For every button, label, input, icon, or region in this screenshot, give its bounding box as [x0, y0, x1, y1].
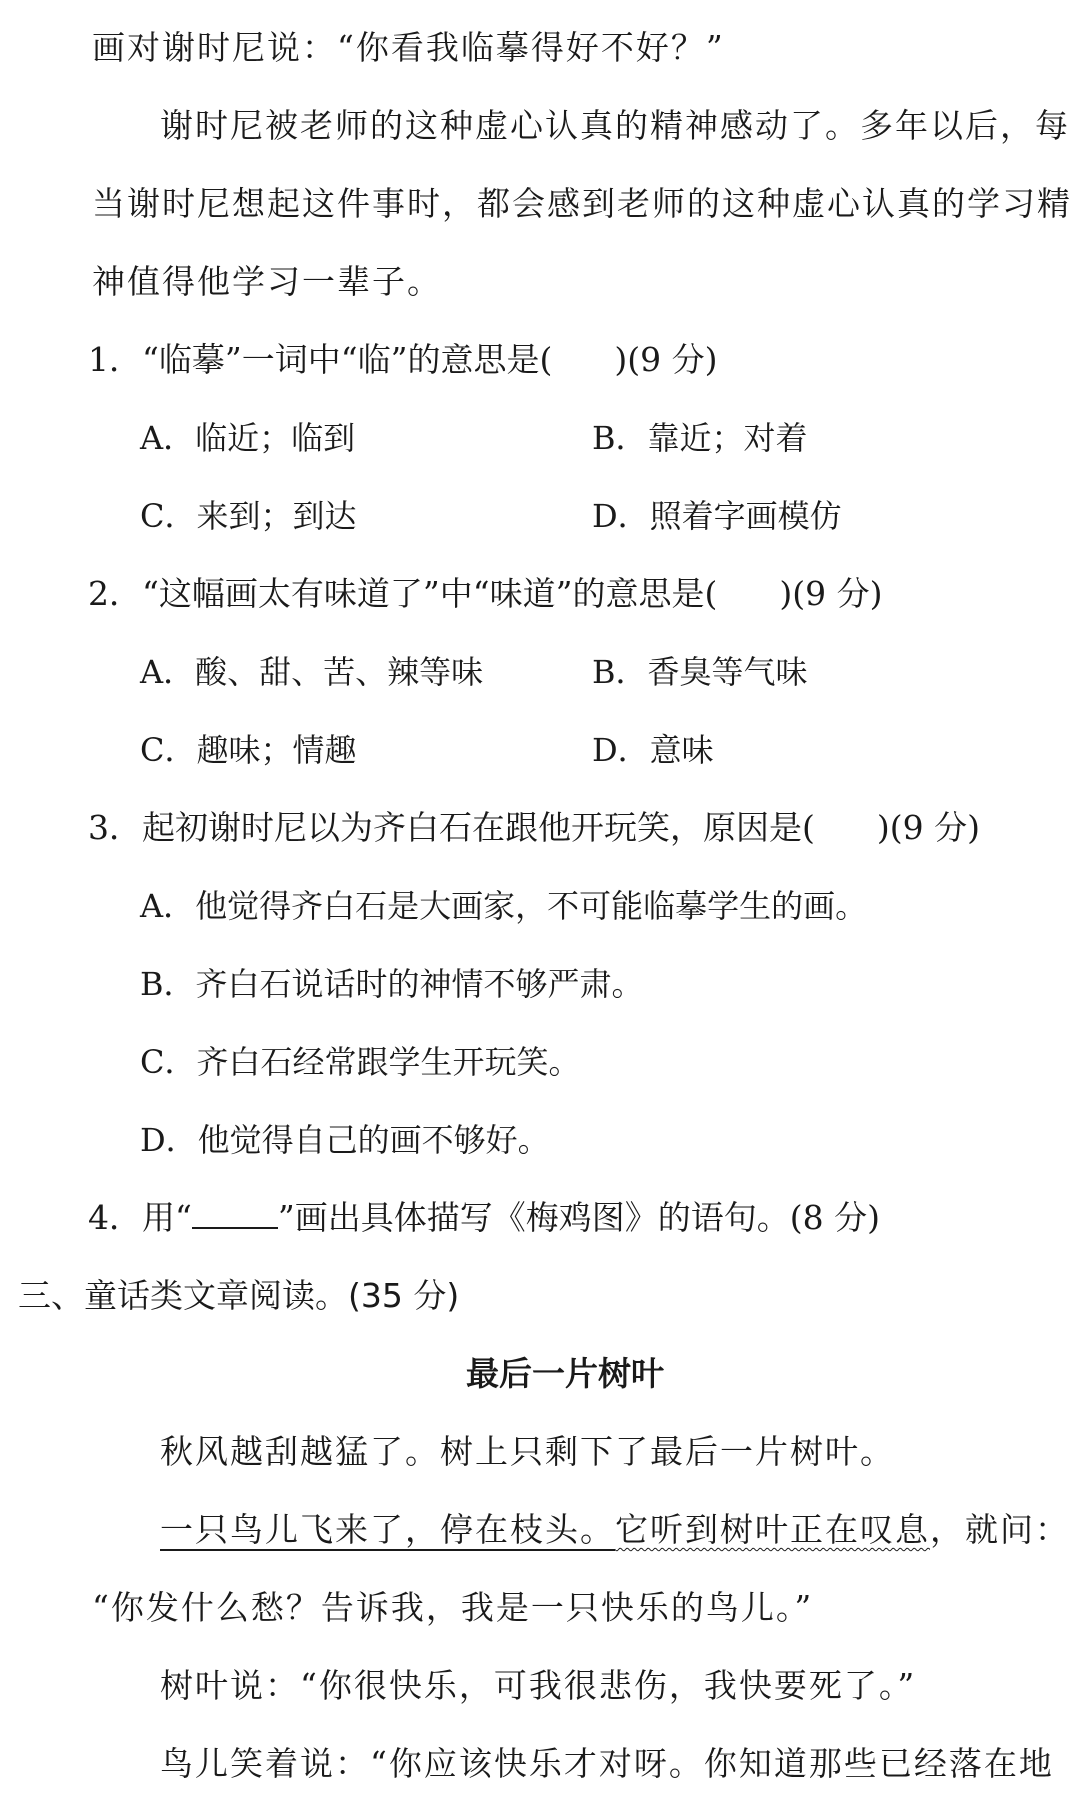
passage-line: 秋风越刮越猛了。树上只剩下了最后一片树叶。: [160, 1432, 895, 1471]
passage-line: “你发什么愁？告诉我，我是一只快乐的鸟儿。”: [92, 1588, 814, 1627]
passage-text: ，就问：: [930, 1510, 1070, 1549]
underlined-text: 一只鸟儿飞来了，停在枝头。: [160, 1510, 615, 1549]
option-b[interactable]: B．齐白石说话时的神情不够严肃。: [140, 965, 644, 1003]
question-stem: 4．用“: [88, 1198, 192, 1237]
passage-line: 神值得他学习一辈子。: [92, 262, 442, 301]
question-stem: 3．起初谢时尼以为齐白石在跟他开玩笑，原因是(: [88, 808, 815, 847]
question-2: [88, 572, 882, 616]
passage-line: 树叶说：“你很快乐，可我很悲伤，我快要死了。”: [160, 1666, 917, 1705]
question-1: [88, 338, 717, 382]
option-c[interactable]: C．来到；到达: [140, 497, 357, 535]
question-stem: 2．“这幅画太有味道了”中“味道”的意思是(: [88, 574, 718, 613]
passage-line: 鸟儿笑着说：“你应该快乐才对呀。你知道那些已经落在地: [160, 1744, 1054, 1783]
option-c[interactable]: C．齐白石经常跟学生开玩笑。: [140, 1043, 581, 1081]
option-c[interactable]: C．趣味；情趣: [140, 731, 357, 769]
question-score: )(9 分): [876, 808, 980, 847]
option-d[interactable]: D．意味: [592, 731, 714, 769]
section-heading: 三、童话类文章阅读。(35 分): [18, 1276, 460, 1315]
question-4: [88, 1196, 880, 1240]
passage-line: 谢时尼被老师的这种虚心认真的精神感动了。多年以后，每: [160, 106, 1070, 145]
passage-line: [160, 1508, 1070, 1552]
passage-line: 当谢时尼想起这件事时，都会感到老师的这种虚心认真的学习精: [92, 184, 1072, 223]
underline-sample: [192, 1197, 278, 1229]
option-a[interactable]: A．他觉得齐白石是大画家，不可能临摹学生的画。: [140, 887, 868, 925]
question-score: )(9 分): [779, 574, 883, 613]
question-3: [88, 806, 980, 850]
wavy-underlined-text: 它听到树叶正在叹息: [615, 1510, 930, 1549]
option-a[interactable]: A．临近；临到: [140, 419, 356, 457]
question-stem: 1．“临摹”一词中“临”的意思是(: [88, 340, 553, 379]
option-b[interactable]: B．香臭等气味: [592, 653, 808, 691]
option-a[interactable]: A．酸、甜、苦、辣等味: [140, 653, 484, 691]
option-d[interactable]: D．照着字画模仿: [592, 497, 842, 535]
passage-line: 画对谢时尼说：“你看我临摹得好不好？”: [92, 28, 725, 67]
question-stem-tail: ”画出具体描写《梅鸡图》的语句。(8 分): [277, 1198, 880, 1237]
question-score: )(9 分): [614, 340, 718, 379]
article-title: 最后一片树叶: [466, 1354, 664, 1393]
option-d[interactable]: D．他觉得自己的画不够好。: [140, 1121, 550, 1159]
option-b[interactable]: B．靠近；对着: [592, 419, 808, 457]
